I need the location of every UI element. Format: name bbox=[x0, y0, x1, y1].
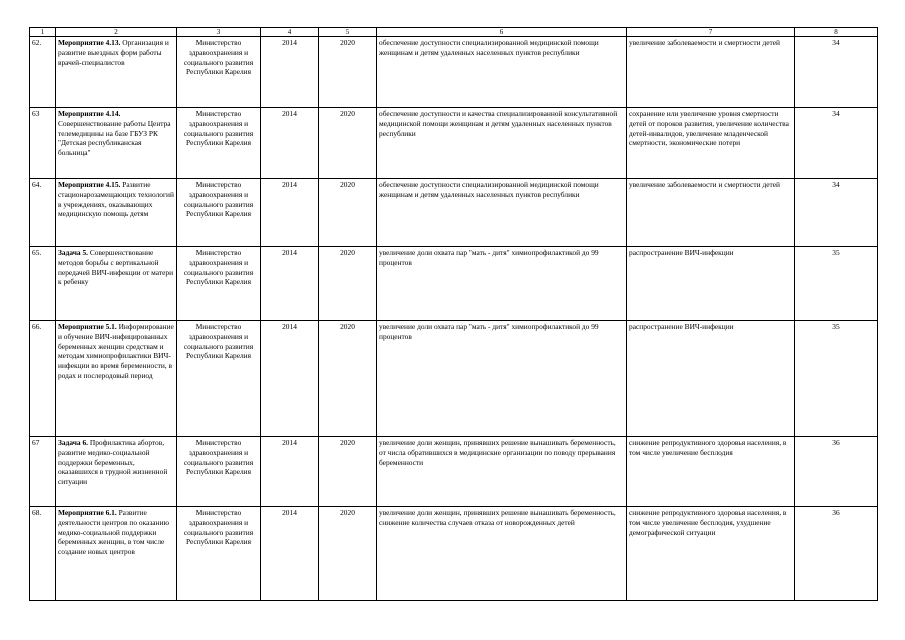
indicator-ref: 35 bbox=[795, 247, 878, 321]
expected-result: увеличение доли охвата пар "мать - дитя" химиопрофилактикой до 99 процентов bbox=[377, 247, 627, 321]
row-number: 64. bbox=[30, 179, 56, 247]
row-number: 68. bbox=[30, 507, 56, 601]
end-year: 2020 bbox=[319, 437, 377, 507]
measure-title: Мероприятие 5.1. bbox=[58, 322, 117, 331]
column-header: 5 bbox=[319, 28, 377, 37]
measure-description: Организация и развитие выездных форм работы врачей-специалистов bbox=[58, 38, 169, 67]
executor: Министерство здравоохранения и социального развития Республики Карелия bbox=[177, 179, 261, 247]
executor: Министерство здравоохранения и социального развития Республики Карелия bbox=[177, 247, 261, 321]
measure-description: Профилактика абортов, развитие медико-социальной поддержки беременных, оказавшихся в трудной жизненной ситуации bbox=[58, 438, 168, 487]
executor: Министерство здравоохранения и социального развития Республики Карелия bbox=[177, 108, 261, 179]
measure-name bbox=[56, 507, 177, 601]
row-number: 63 bbox=[30, 108, 56, 179]
measure-title: Мероприятие 4.14. bbox=[58, 109, 121, 118]
measure-title: Мероприятие 4.15. bbox=[58, 180, 121, 189]
table-row bbox=[30, 321, 878, 437]
consequence: снижение репродуктивного здоровья населения, в том числе увеличение бесплодия bbox=[627, 437, 795, 507]
measure-title: Задача 5. bbox=[58, 248, 88, 257]
executor: Министерство здравоохранения и социального развития Республики Карелия bbox=[177, 37, 261, 108]
executor: Министерство здравоохранения и социального развития Республики Карелия bbox=[177, 507, 261, 601]
column-number-row bbox=[30, 28, 878, 37]
executor: Министерство здравоохранения и социального развития Республики Карелия bbox=[177, 437, 261, 507]
column-header: 3 bbox=[177, 28, 261, 37]
expected-result: увеличение доли охвата пар "мать - дитя" химиопрофилактикой до 99 процентов bbox=[377, 321, 627, 437]
measure-description: Совершенствование работы Центра телемедицины на базе ГБУЗ РК "Детская республиканская больница" bbox=[58, 118, 171, 158]
column-header: 1 bbox=[30, 28, 56, 37]
table-row bbox=[30, 507, 878, 601]
measure-name bbox=[56, 179, 177, 247]
start-year: 2014 bbox=[261, 179, 319, 247]
table-row bbox=[30, 437, 878, 507]
expected-result: обеспечение доступности и качества специализированной консультативной медицинской помощи женщинам и детям удаленных населенных пунктов республики bbox=[377, 108, 627, 179]
measure-description: Совершенствование методов борьбы с вертикальной передачей ВИЧ-инфекции от матери к ребенку bbox=[58, 248, 174, 287]
column-header: 6 bbox=[377, 28, 627, 37]
row-number: 62. bbox=[30, 37, 56, 108]
end-year: 2020 bbox=[319, 179, 377, 247]
measure-title: Мероприятие 4.13. bbox=[58, 38, 121, 47]
end-year: 2020 bbox=[319, 108, 377, 179]
start-year: 2014 bbox=[261, 507, 319, 601]
start-year: 2014 bbox=[261, 437, 319, 507]
expected-result: увеличение доли женщин, принявших решение вынашивать беременность, снижение количества случаев отказа от новорожденных детей bbox=[377, 507, 627, 601]
start-year: 2014 bbox=[261, 247, 319, 321]
consequence: увеличение заболеваемости и смертности детей bbox=[627, 37, 795, 108]
indicator-ref: 34 bbox=[795, 108, 878, 179]
consequence: распространение ВИЧ-инфекции bbox=[627, 321, 795, 437]
measure-description: Развитие деятельности центров по оказанию медико-социальной поддержки беременных женщин, в том числе создание новых центров bbox=[58, 508, 169, 557]
indicator-ref: 36 bbox=[795, 437, 878, 507]
row-number: 67 bbox=[30, 437, 56, 507]
indicator-ref: 36 bbox=[795, 507, 878, 601]
end-year: 2020 bbox=[319, 507, 377, 601]
column-header: 2 bbox=[56, 28, 177, 37]
measure-description: Развитие стационарозамещающих технологий в учреждениях, оказывающих медицинскую помощь детям bbox=[58, 180, 174, 219]
expected-result: увеличение доли женщин, принявших решение вынашивать беременность, от числа обратившихся в медицинские организации по поводу прерывания беременности bbox=[377, 437, 627, 507]
end-year: 2020 bbox=[319, 37, 377, 108]
start-year: 2014 bbox=[261, 108, 319, 179]
indicator-ref: 34 bbox=[795, 179, 878, 247]
expected-result: обеспечение доступности специализированной медицинской помощи женщинам и детям удаленных населенных пунктов республики bbox=[377, 37, 627, 108]
start-year: 2014 bbox=[261, 321, 319, 437]
consequence: увеличение заболеваемости и смертности детей bbox=[627, 179, 795, 247]
table-row bbox=[30, 247, 878, 321]
measure-title: Мероприятие 6.1. bbox=[58, 508, 117, 517]
table-row bbox=[30, 37, 878, 108]
measure-name bbox=[56, 37, 177, 108]
consequence: сохранение или увеличение уровня смертности детей от пороков развития, увеличение количества детей-инвалидов, увеличение младенческой смертности, экономические потери bbox=[627, 108, 795, 179]
column-header: 8 bbox=[795, 28, 878, 37]
table-row bbox=[30, 108, 878, 179]
indicator-ref: 34 bbox=[795, 37, 878, 108]
table-row bbox=[30, 179, 878, 247]
consequence: снижение репродуктивного здоровья населения, в том числе увеличение бесплодия, ухудшение демографической ситуации bbox=[627, 507, 795, 601]
indicator-ref: 35 bbox=[795, 321, 878, 437]
expected-result: обеспечение доступности специализированной медицинской помощи женщинам и детям удаленных населенных пунктов республики bbox=[377, 179, 627, 247]
measure-name bbox=[56, 437, 177, 507]
measure-description: Информирование и обучение ВИЧ-инфицированных беременных женщин средствам и методам химиопрофилактики ВИЧ-инфекции во время беременности, в родах и послеродовый период bbox=[58, 322, 174, 380]
end-year: 2020 bbox=[319, 247, 377, 321]
measures-table bbox=[29, 27, 878, 601]
start-year: 2014 bbox=[261, 37, 319, 108]
measure-name bbox=[56, 108, 177, 179]
measure-name bbox=[56, 247, 177, 321]
measure-name bbox=[56, 321, 177, 437]
executor: Министерство здравоохранения и социального развития Республики Карелия bbox=[177, 321, 261, 437]
consequence: распространение ВИЧ-инфекции bbox=[627, 247, 795, 321]
row-number: 65. bbox=[30, 247, 56, 321]
row-number: 66. bbox=[30, 321, 56, 437]
column-header: 7 bbox=[627, 28, 795, 37]
measure-title: Задача 6. bbox=[58, 438, 88, 447]
end-year: 2020 bbox=[319, 321, 377, 437]
column-header: 4 bbox=[261, 28, 319, 37]
